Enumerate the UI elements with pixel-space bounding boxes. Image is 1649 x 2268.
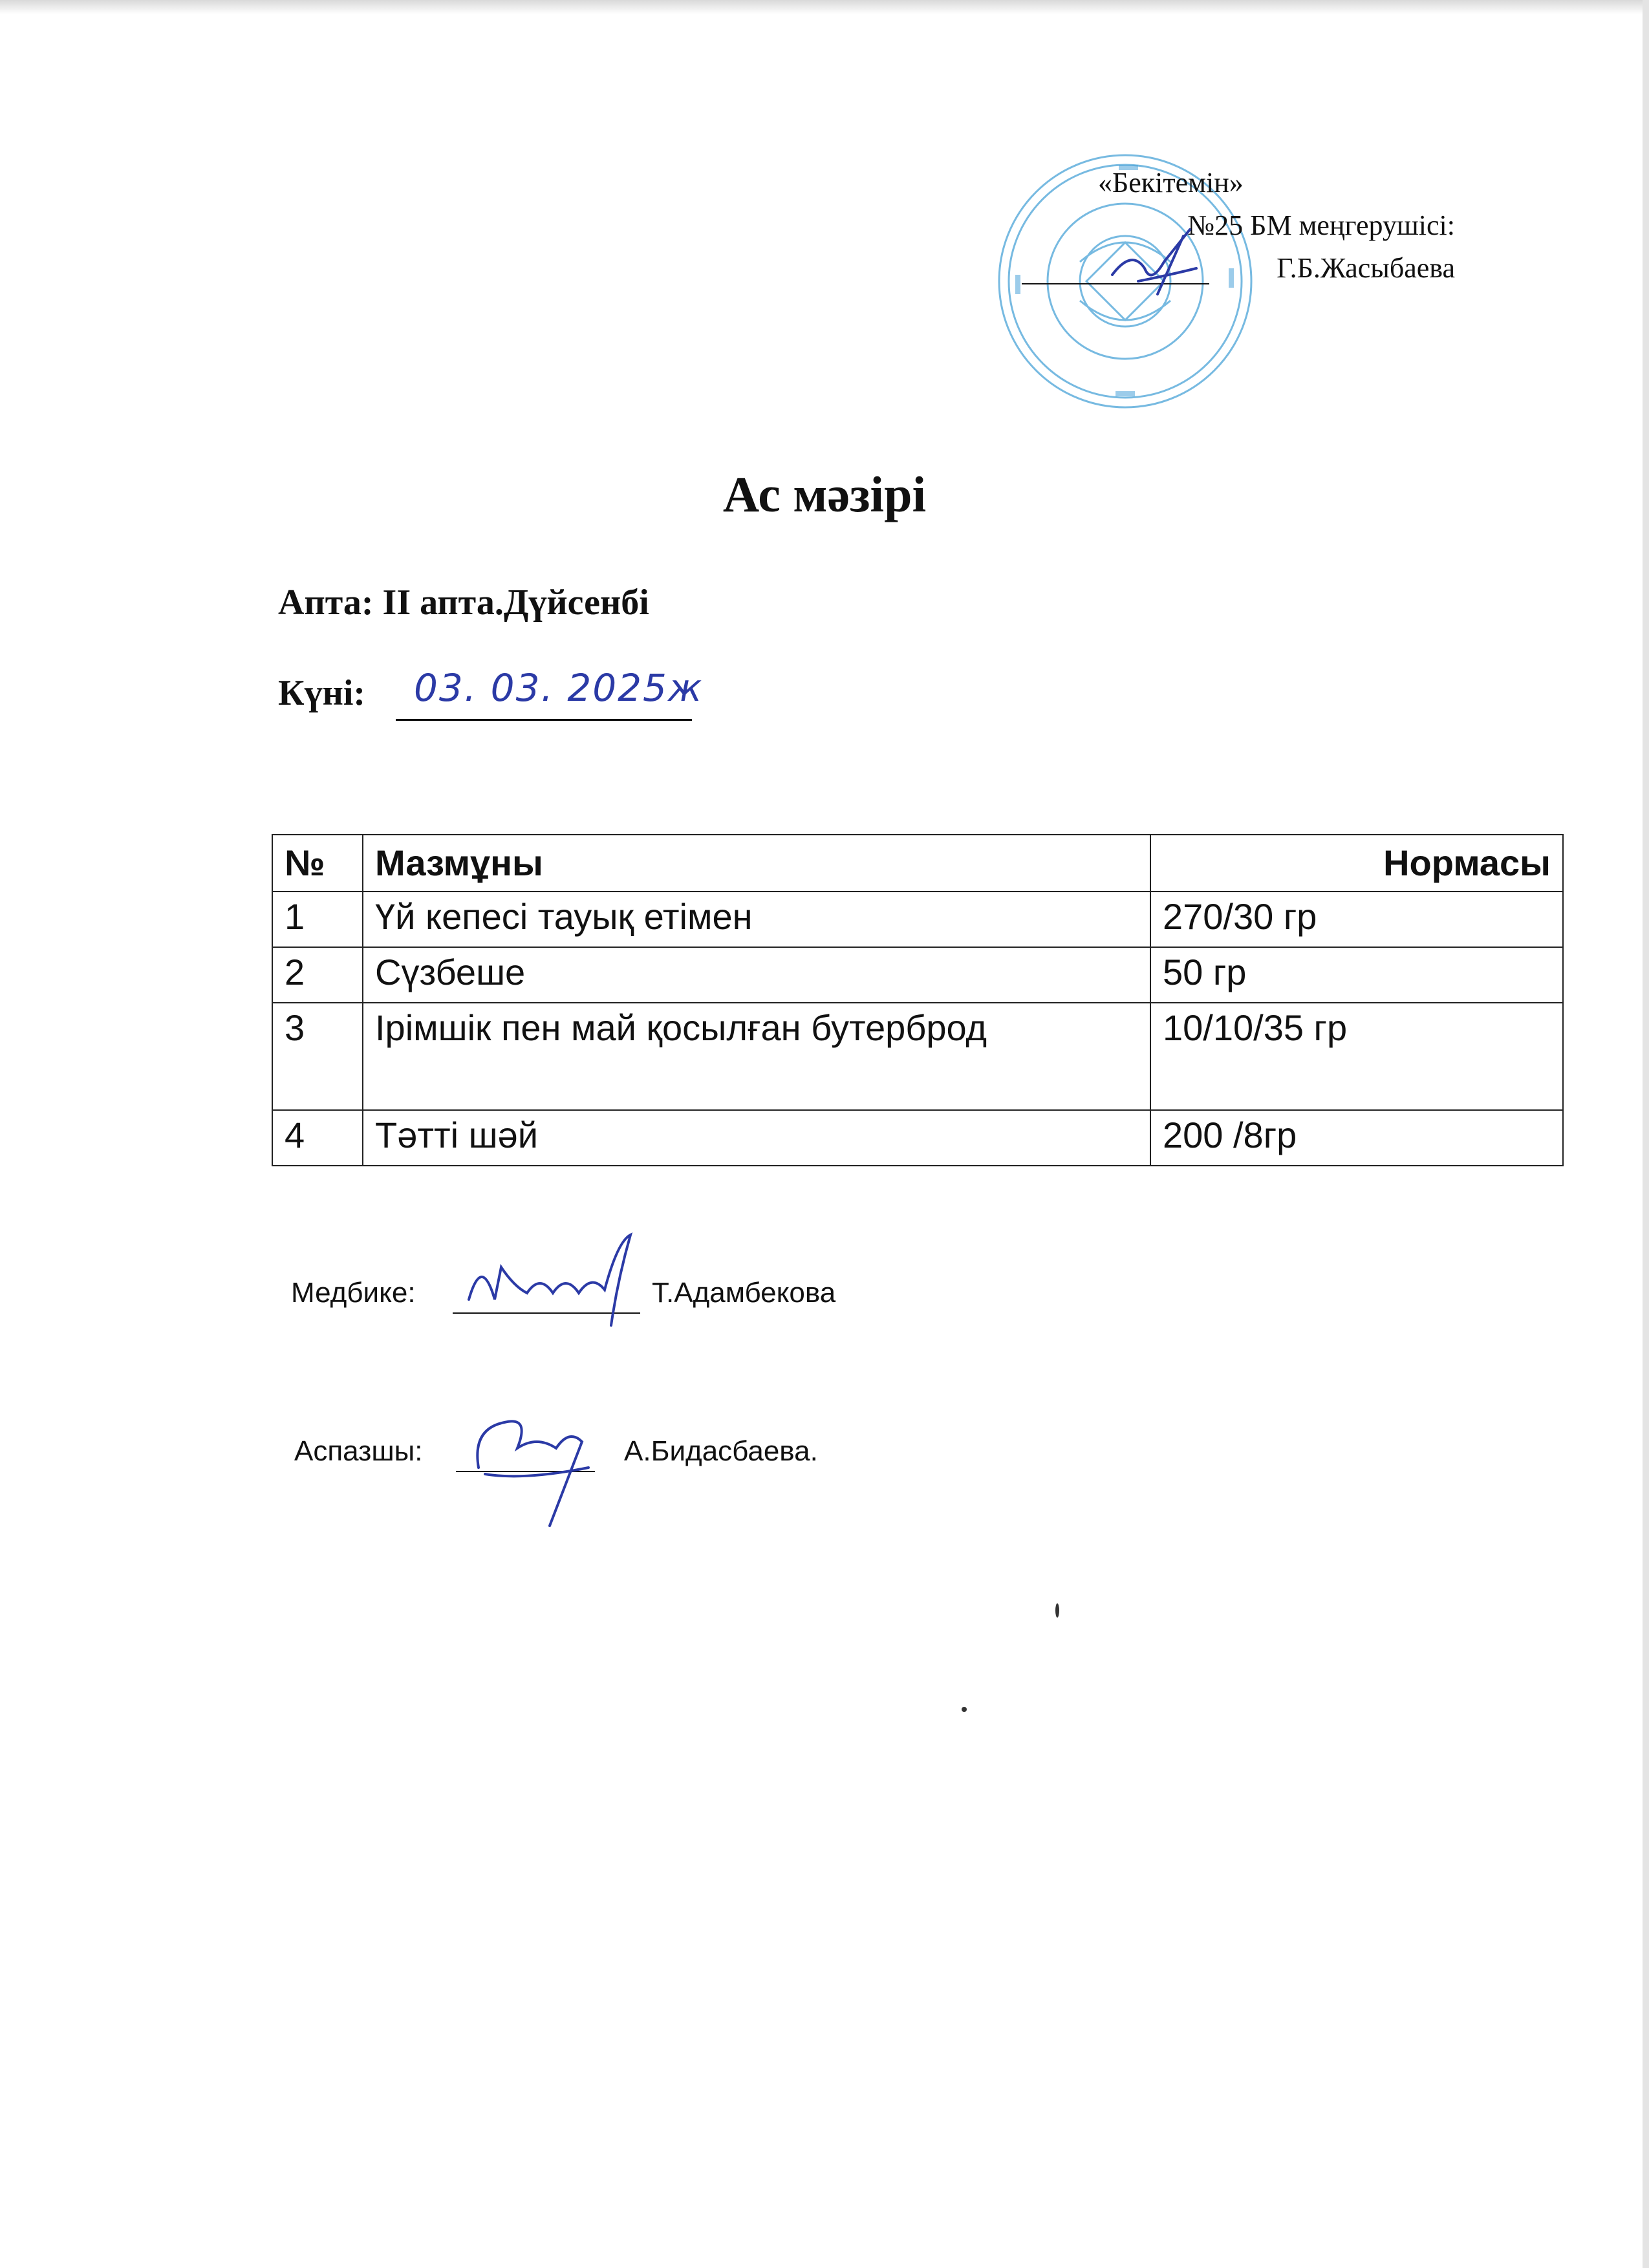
page-title: Ас мәзірі: [722, 466, 927, 522]
cook-label: Аспазшы:: [294, 1435, 423, 1467]
row-norm: 50 гр: [1150, 947, 1563, 1003]
scan-right-edge: [1643, 0, 1649, 2268]
date-value: 03. 03. 2025ж: [414, 666, 704, 710]
scan-speck: [962, 1707, 967, 1712]
medic-signature: [456, 1228, 650, 1338]
date-underline: [396, 719, 692, 721]
week-label: Апта: II апта.Дүйсенбі: [278, 583, 649, 623]
row-number: 3: [272, 1003, 363, 1110]
approval-position: №25 БМ меңгерушісі:: [1187, 209, 1455, 241]
table-row: [272, 1003, 1563, 1110]
menu-table: [272, 834, 1564, 1166]
row-item: Сүзбеше: [363, 947, 1150, 1003]
cook-name: А.Бидасбаева.: [624, 1435, 818, 1467]
table-row: [272, 1110, 1563, 1166]
row-number: 1: [272, 892, 363, 947]
scan-top-edge: [0, 0, 1649, 14]
row-item: Тәтті шәй: [363, 1110, 1150, 1166]
row-item: Ірімшік пен май қосылған бутерброд: [363, 1003, 1150, 1110]
medic-name: Т.Адамбекова: [652, 1277, 836, 1309]
row-norm: 270/30 гр: [1150, 892, 1563, 947]
approval-title: «Бекітемін»: [1098, 167, 1244, 198]
row-norm: 10/10/35 гр: [1150, 1003, 1563, 1110]
header-number: №: [272, 835, 363, 892]
table-header-row: [272, 835, 1563, 892]
row-item: Үй кепесі тауық етімен: [363, 892, 1150, 947]
director-signature: [1099, 223, 1209, 301]
table-row: [272, 947, 1563, 1003]
cook-signature: [459, 1390, 614, 1532]
row-number: 4: [272, 1110, 363, 1166]
date-label: Күні:: [278, 673, 366, 713]
table-row: [272, 892, 1563, 947]
row-number: 2: [272, 947, 363, 1003]
scan-speck: [1055, 1603, 1059, 1618]
approval-name: Г.Б.Жасыбаева: [1277, 252, 1455, 284]
medic-label: Медбике:: [291, 1277, 416, 1309]
row-norm: 200 /8гр: [1150, 1110, 1563, 1166]
header-norm: Нормасы: [1150, 835, 1563, 892]
header-content: Мазмұны: [363, 835, 1150, 892]
